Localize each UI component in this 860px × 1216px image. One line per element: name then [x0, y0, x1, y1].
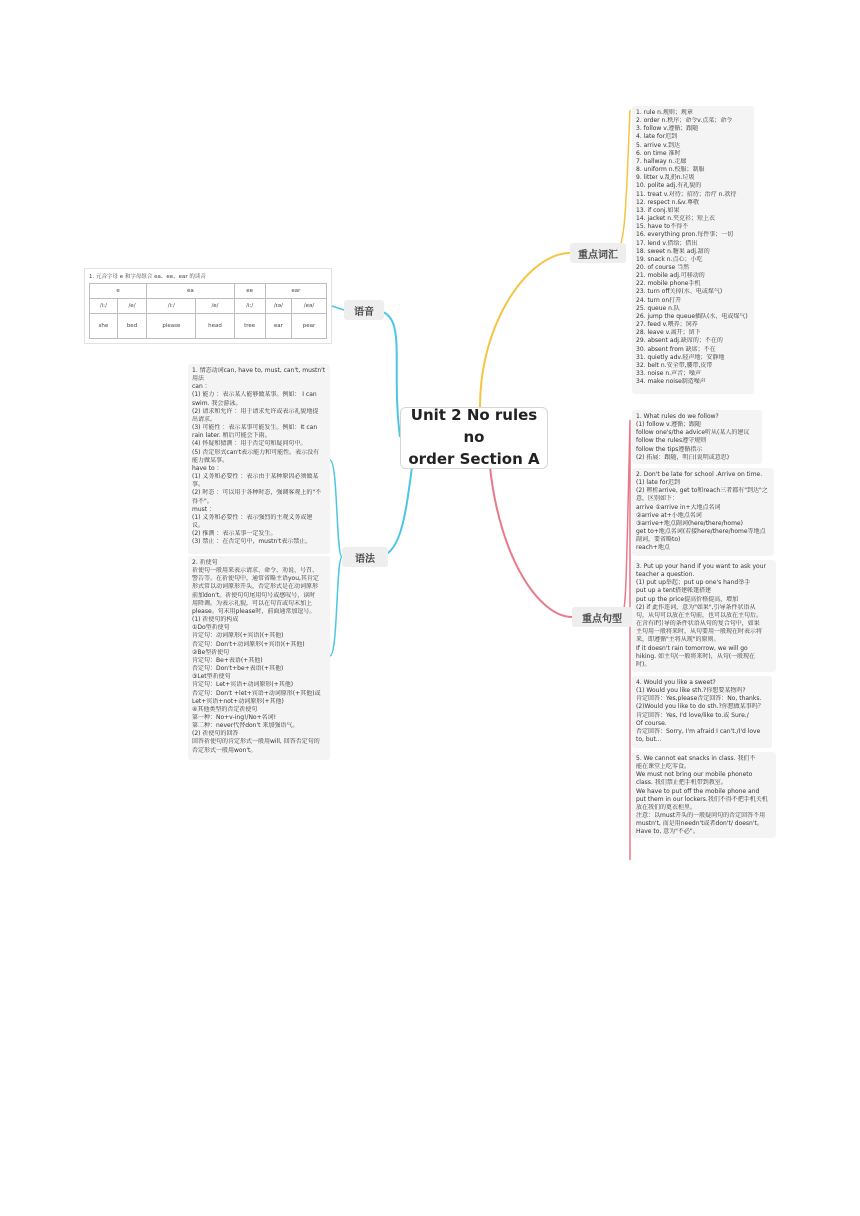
text-line: (4) 怀疑和猜测 ：用于否定句和疑问句中。	[192, 440, 307, 448]
text-line: 形式常以动词原形开头，否定形式是在动词原形	[192, 583, 319, 591]
text-line: follow one's/the advice听从(某人的建议	[636, 429, 750, 437]
text-line: (2) 推测 ：表示某事一定发生。	[192, 530, 277, 538]
text-line: 14. jacket n.夹克衫；短上衣	[636, 215, 716, 223]
text-line: (1) 能力 ：表示某人能够做某事。例如： I can	[192, 391, 317, 399]
text-line: (2)Would you like to do sth.?你想做某事吗？	[636, 703, 764, 711]
text-line: 31. quietly adv.轻声地；安静地	[636, 353, 725, 361]
text-line: (1) 义务和必要性 ：表示由于某种原因必须做某	[192, 473, 319, 481]
text-line: 否定回答：Sorry, I'm afraid I can't./I'd love	[636, 727, 761, 735]
text-line: have to ：	[192, 464, 223, 472]
text-line: 得不"。	[192, 497, 213, 505]
grammar-modal-verbs-box	[188, 364, 330, 554]
text-line: 16. everything pron.每件事；一切	[636, 231, 734, 239]
text-line: arrive ①arrive in+大地点名词	[636, 503, 721, 511]
text-line: put up the price提高价格提高，增加	[636, 595, 739, 603]
text-line: 27. feed v.喂养；饲养	[636, 321, 698, 329]
text-line: rain later. 稍后可能会下雨。	[192, 432, 271, 440]
text-line: (5) 否定形式can't表示能力和可能性。表示没有	[192, 448, 320, 456]
sentence-box-3	[632, 560, 776, 672]
text-line: 21. mobile adj.可移动的	[636, 272, 705, 280]
sentence-box-4	[632, 676, 772, 748]
text-line: (1) 祈使句的构成	[192, 616, 239, 624]
text-line: 13. if conj.如果	[636, 206, 680, 214]
text-line: 警告等。在祈使句中，通常省略主语you,其肯定	[192, 575, 319, 583]
text-line: 前加don't。祈使句句尾用句号或感叹号，读时	[192, 591, 316, 599]
text-line: 19. snack n.点心；小吃	[636, 255, 703, 263]
text-line: ②Be型祈使句	[192, 648, 230, 656]
phonetics-sound: /e/	[196, 299, 234, 314]
text-line: 18. sweet n.糖果 adj.甜的	[636, 247, 710, 255]
text-line: 6. on time 准时	[636, 149, 681, 157]
text-line: 能在课堂上吃零食。	[636, 763, 691, 771]
text-line: 9. litter v.乱扔n.垃圾	[636, 174, 695, 182]
branch-pronunciation[interactable]: 语音	[344, 300, 384, 320]
text-line: 肯定回答：Yes,please否定回答：No, thanks.	[636, 695, 762, 703]
text-line: 17. lend v.借给；借出	[636, 239, 698, 247]
text-line: to, but...	[636, 736, 662, 744]
vocab-list-box	[632, 106, 754, 394]
text-line: 第一种：No+v-ing!/No+名词!	[192, 713, 277, 721]
text-line: We have to put off the mobile phone and	[636, 787, 760, 795]
text-line: 28. leave v.离开；留下	[636, 329, 701, 337]
text-line: ③Let型祈使句	[192, 673, 231, 681]
text-line: please。句末用please时，前面通常加逗号。	[192, 607, 316, 615]
phonetics-title: 1. 元音字母 e 和字母组合 ea、ee、ear 的读音	[89, 274, 206, 280]
text-line: Let+宾语+not+动词原形(+其他)	[192, 697, 284, 705]
text-line: 时)。	[636, 660, 651, 668]
text-line: (2) 祈使句的回答	[192, 730, 239, 738]
text-line: ④其他类型的否定祈使句	[192, 705, 258, 713]
text-line: 26. jump the queue插队(水、电或煤气)	[636, 312, 748, 320]
phonetics-sound: /e/	[117, 299, 146, 314]
text-line: (1) follow v.遵循；跟随	[636, 421, 702, 429]
phonetics-sound: /iː/	[147, 299, 196, 314]
text-line: (1) 义务和必要性 ：表示强烈的主观义务或建	[192, 513, 313, 521]
connector-sentences-box	[620, 420, 630, 860]
text-line: 主句用一般将来时，从句要用一般现在时表示将	[636, 628, 763, 636]
text-line: ①Do型祈使句	[192, 624, 230, 632]
text-line: 32. belt n.安全带,腰带,皮带	[636, 361, 713, 369]
connector-sentences	[490, 467, 572, 617]
text-line: (3) 可能性 ：表示某事可能发生。例如：It can	[192, 424, 318, 432]
central-topic[interactable]: Unit 2 No rules no order Section A	[400, 407, 548, 469]
connector-vocab	[480, 253, 570, 407]
text-line: (1) put up举起；put up one's hand举手	[636, 579, 751, 587]
text-line: 议。	[192, 521, 205, 529]
text-line: 回答祈使句的肯定形式一般用will, 回答否定句的	[192, 738, 320, 746]
text-line: (1) late for迟到	[636, 479, 680, 487]
text-line: 放在我们的更衣柜里。	[636, 803, 697, 811]
phonetics-sound: /iː/	[90, 299, 118, 314]
text-line: 3. follow v.遵循；跟随	[636, 125, 699, 133]
text-line: 用降调。为表示礼貌，可以在句首或句末加上	[192, 599, 313, 607]
text-line: 15. have to不得不	[636, 223, 689, 231]
sentence-box-1	[632, 410, 762, 464]
text-line: 出请求。	[192, 415, 217, 423]
text-line: Of course.	[636, 719, 667, 727]
phonetics-header: e	[90, 284, 147, 299]
text-line: 肯定句：动词原形(+宾语)(+其他)	[192, 632, 284, 640]
text-line: 否定句：Don't+动词原形(+宾语)(+其他)	[192, 640, 305, 648]
text-line: 1. What rules do we follow?	[636, 413, 719, 420]
phonetics-word: please	[147, 314, 196, 339]
text-line: mustn't, 而是用needn't或者don't/ doesn't。	[636, 820, 763, 828]
text-line: 29. absent adj.缺席的；不在的	[636, 337, 723, 345]
text-line: 34. make noise制造噪声	[636, 378, 706, 386]
text-line: 4. Would you like a sweet?	[636, 679, 716, 686]
text-line: 肯定句：Be+表语(+其他)	[192, 656, 263, 664]
phonetics-sound: /iː/	[234, 299, 265, 314]
text-line: 11. treat v.对待；招待；治疗 n.款待	[636, 190, 737, 198]
text-line: follow the rules遵守规则	[636, 437, 707, 445]
text-line: 12. respect n.&v.尊敬	[636, 198, 700, 206]
text-line: 24. turn on打开	[636, 296, 682, 304]
branch-grammar[interactable]: 语法	[342, 547, 388, 567]
text-line: 祈使句一般用来表示请求、命令、劝说、号召、	[192, 567, 319, 575]
text-line: 8. uniform n.校服；制服	[636, 166, 705, 174]
text-line: 2. order n.秩序；命令v.点菜；命令	[636, 117, 733, 125]
sentence-box-5	[632, 752, 776, 838]
sentence-box-2	[632, 468, 774, 556]
text-line: (3) 禁止 ：在否定句中，mustn't表示禁止。	[192, 538, 312, 546]
text-line: 句，从句可以放在主句前，也可以放在主句后。	[636, 611, 763, 619]
text-line: 30. absent from 缺席；不在	[636, 345, 716, 353]
text-line: 否定句：Don't+be+表语(+其他)	[192, 665, 284, 673]
text-line: class. 我们禁止把手机带到教室。	[636, 779, 727, 787]
text-line: 23. turn off关掉(水、电或煤气)	[636, 288, 723, 296]
text-line: 1. rule n.规则；规章	[636, 109, 693, 116]
text-line: must ：	[192, 505, 216, 513]
connector-vocab-box	[614, 110, 630, 253]
text-line: swim. 我会游泳。	[192, 399, 242, 407]
text-line: 能力做某事。	[192, 456, 229, 464]
text-line: 事。	[192, 481, 205, 489]
text-line: 22. mobile phone手机	[636, 280, 701, 288]
text-line: 肯定句：Let+宾语+动词原形(+其他)	[192, 681, 294, 689]
text-line: 33. noise n.声音；噪声	[636, 370, 702, 377]
text-line: put them in our lockers.我们不得不把手机关机	[636, 795, 768, 803]
text-line: If it doesn't rain tomorrow, we will go	[636, 644, 748, 652]
text-line: 7. hallway n.走廊	[636, 157, 687, 165]
phonetics-table	[89, 283, 327, 339]
text-line: ③arrive+地点副词(here/there/home)	[636, 519, 743, 527]
grammar-imperatives-box	[188, 556, 330, 760]
text-line: 意，区别如下：	[636, 495, 679, 503]
text-line: (2) 时态 ：可以用于各种时态，强调客观上的"不	[192, 489, 322, 497]
text-line: hiking. 如主句(一般将来时)，从句(一般现在	[636, 652, 756, 660]
text-line: teacher a question.	[636, 571, 695, 579]
text-line: (2) 拓展：跟随，明白(说明或意思)	[636, 453, 730, 461]
text-line: 2. Don't be late for school .Arrive on time.	[636, 471, 763, 478]
text-line: (2) if 此作连词，意为"如果",引导条件状语从	[636, 603, 756, 611]
phonetics-header: ee	[234, 284, 265, 299]
phonetics-word: tree	[234, 314, 265, 339]
text-line: get to+地点名词(若接here/there/home等地点	[636, 528, 766, 536]
text-line: 3. Put up your hand if you want to ask your	[636, 563, 766, 570]
text-line: We must not bring our mobile phoneto	[636, 771, 753, 779]
text-line: reach+地点	[636, 544, 670, 552]
text-line: (1) Would you like sth.?你想要某物吗?	[636, 687, 746, 695]
text-line: Have to, 意为"不必"。	[636, 828, 699, 836]
phonetics-word: pear	[292, 314, 327, 339]
text-line: 注意：以must开头的一般疑问句的否定回答不用	[636, 812, 766, 820]
text-line: 肯定回答：Yes, I'd love/like to.或 Sure./	[636, 711, 749, 719]
text-line: 在含有if引导的条件状语从句的复合句中，如果	[636, 620, 760, 628]
text-line: 25. queue n.队	[636, 304, 680, 312]
phonetics-header: ear	[265, 284, 326, 299]
text-line: ②arrive at+小地点名词	[636, 511, 702, 519]
phonetics-header: ea	[147, 284, 234, 299]
phonetics-word: head	[196, 314, 234, 339]
text-line: can ：	[192, 383, 211, 391]
text-line: 否定形式一般用won't。	[192, 746, 257, 754]
branch-vocab[interactable]: 重点词汇	[570, 243, 626, 263]
phonetics-sound: /ɪə/	[265, 299, 291, 314]
text-line: 来，即遵循"主将从现"的原则。	[636, 636, 720, 644]
text-line: put up a tent搭建帐篷搭建	[636, 587, 712, 595]
text-line: 5. We cannot eat snacks in class. 我们不	[636, 755, 756, 762]
text-line: follow the tips遵循指示	[636, 445, 703, 453]
text-line: 5. arrive v.到达	[636, 141, 680, 149]
connector-pronunciation-box	[332, 306, 344, 310]
branch-sentences[interactable]: 重点句型	[572, 607, 632, 627]
connector-pronunciation	[372, 310, 400, 437]
phonetics-table-card	[84, 268, 332, 344]
text-line: 2. 祈使句	[192, 559, 218, 566]
phonetics-word: ear	[265, 314, 291, 339]
text-line: 第二种：never代替don't 来加强语气。	[192, 722, 299, 730]
text-line: 10. polite adj.有礼貌的	[636, 182, 702, 190]
text-line: 用法	[192, 375, 205, 383]
phonetics-sound: /eə/	[292, 299, 327, 314]
text-line: 20. of course 当然	[636, 263, 690, 271]
connector-grammar	[376, 467, 412, 557]
phonetics-word: she	[90, 314, 118, 339]
text-line: 1. 情态动词can, have to, must, can't, mustn't	[192, 367, 326, 374]
phonetics-word: bed	[117, 314, 146, 339]
text-line: (2) 辨析arrive, get to和reach三者都有"到达"之	[636, 487, 768, 495]
text-line: (2) 请求和允许 ：用于请求允许或表示礼貌地提	[192, 407, 319, 415]
text-line: 4. late for迟到	[636, 133, 678, 141]
text-line: 副词，要省略to)	[636, 536, 681, 544]
text-line: 否定句：Don't +let+宾语+动词原形(+其他)或	[192, 689, 321, 697]
